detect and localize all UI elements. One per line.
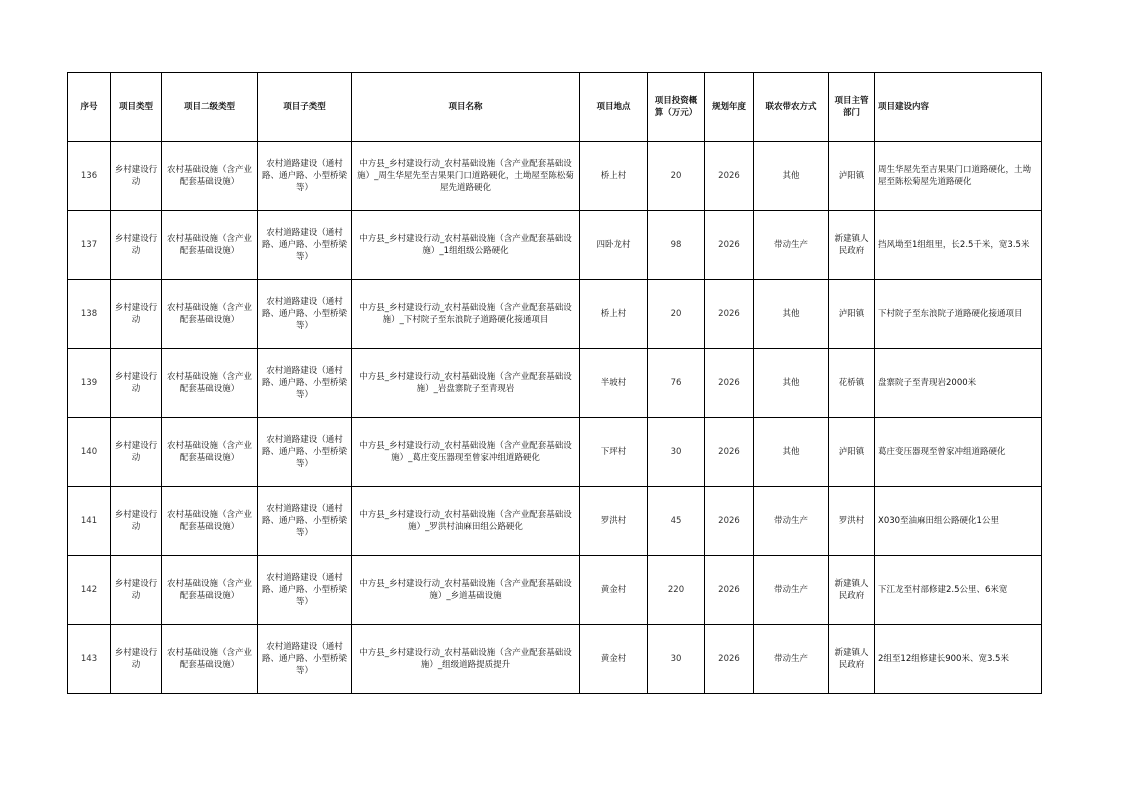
project-table [67, 72, 1042, 694]
header-seq: 序号 [68, 73, 111, 142]
cell-content: 盘寨院子至青现岩2000米 [875, 349, 1042, 418]
header-method: 联农带农方式 [754, 73, 829, 142]
cell-subtype2: 农村基础设施（含产业配套基础设施） [162, 487, 258, 556]
cell-subtype2: 农村基础设施（含产业配套基础设施） [162, 556, 258, 625]
header-location: 项目地点 [580, 73, 648, 142]
table-row [68, 418, 1042, 487]
cell-location: 四卧龙村 [580, 211, 648, 280]
cell-location: 桥上村 [580, 142, 648, 211]
cell-dept: 新建镇人民政府 [829, 211, 875, 280]
cell-budget: 30 [648, 418, 705, 487]
cell-type: 乡村建设行动 [111, 625, 162, 694]
cell-year: 2026 [705, 349, 754, 418]
cell-method: 其他 [754, 349, 829, 418]
cell-budget: 98 [648, 211, 705, 280]
cell-type: 乡村建设行动 [111, 487, 162, 556]
cell-subtype: 农村道路建设（通村路、通户路、小型桥梁等） [258, 349, 352, 418]
cell-name: 中方县_乡村建设行动_农村基础设施（含产业配套基础设施）_罗洪村油麻田组公路硬化 [352, 487, 580, 556]
cell-name: 中方县_乡村建设行动_农村基础设施（含产业配套基础设施）_岩盘寨院子至青现岩 [352, 349, 580, 418]
cell-method: 带动生产 [754, 211, 829, 280]
header-budget: 项目投资概算（万元） [648, 73, 705, 142]
cell-type: 乡村建设行动 [111, 556, 162, 625]
header-content: 项目建设内容 [875, 73, 1042, 142]
cell-seq: 139 [68, 349, 111, 418]
cell-content: 下村院子至东浪院子道路硬化接通项目 [875, 280, 1042, 349]
cell-location: 桥上村 [580, 280, 648, 349]
cell-subtype: 农村道路建设（通村路、通户路、小型桥梁等） [258, 142, 352, 211]
cell-method: 带动生产 [754, 487, 829, 556]
cell-subtype: 农村道路建设（通村路、通户路、小型桥梁等） [258, 418, 352, 487]
cell-year: 2026 [705, 418, 754, 487]
cell-type: 乡村建设行动 [111, 280, 162, 349]
cell-budget: 76 [648, 349, 705, 418]
cell-name: 中方县_乡村建设行动_农村基础设施（含产业配套基础设施）_葛庄变压器现至曾家冲组道路硬化 [352, 418, 580, 487]
cell-budget: 45 [648, 487, 705, 556]
cell-budget: 30 [648, 625, 705, 694]
cell-location: 半坡村 [580, 349, 648, 418]
cell-subtype: 农村道路建设（通村路、通户路、小型桥梁等） [258, 625, 352, 694]
cell-content: X030至油麻田组公路硬化1公里 [875, 487, 1042, 556]
cell-name: 中方县_乡村建设行动_农村基础设施（含产业配套基础设施）_乡道基础设施 [352, 556, 580, 625]
header-name: 项目名称 [352, 73, 580, 142]
cell-name: 中方县_乡村建设行动_农村基础设施（含产业配套基础设施）_组级道路提质提升 [352, 625, 580, 694]
cell-content: 挡风坳至1组组里，长2.5千米，宽3.5米 [875, 211, 1042, 280]
cell-location: 下坪村 [580, 418, 648, 487]
cell-content: 2组至12组修建长900米、宽3.5米 [875, 625, 1042, 694]
cell-location: 罗洪村 [580, 487, 648, 556]
cell-dept: 花桥镇 [829, 349, 875, 418]
cell-subtype2: 农村基础设施（含产业配套基础设施） [162, 349, 258, 418]
cell-subtype: 农村道路建设（通村路、通户路、小型桥梁等） [258, 487, 352, 556]
cell-content: 下江龙至村部修建2.5公里、6米宽 [875, 556, 1042, 625]
table-row [68, 211, 1042, 280]
cell-subtype: 农村道路建设（通村路、通户路、小型桥梁等） [258, 280, 352, 349]
table-row [68, 280, 1042, 349]
header-subtype: 项目子类型 [258, 73, 352, 142]
header-year: 规划年度 [705, 73, 754, 142]
cell-seq: 140 [68, 418, 111, 487]
cell-type: 乡村建设行动 [111, 211, 162, 280]
cell-method: 带动生产 [754, 625, 829, 694]
cell-subtype: 农村道路建设（通村路、通户路、小型桥梁等） [258, 556, 352, 625]
cell-seq: 138 [68, 280, 111, 349]
cell-dept: 泸阳镇 [829, 418, 875, 487]
cell-subtype2: 农村基础设施（含产业配套基础设施） [162, 211, 258, 280]
header-type: 项目类型 [111, 73, 162, 142]
cell-year: 2026 [705, 487, 754, 556]
cell-budget: 20 [648, 280, 705, 349]
header-subtype2: 项目二级类型 [162, 73, 258, 142]
header-dept: 项目主管部门 [829, 73, 875, 142]
table-row [68, 142, 1042, 211]
cell-budget: 220 [648, 556, 705, 625]
cell-method: 其他 [754, 142, 829, 211]
cell-year: 2026 [705, 556, 754, 625]
cell-type: 乡村建设行动 [111, 418, 162, 487]
cell-year: 2026 [705, 280, 754, 349]
cell-seq: 141 [68, 487, 111, 556]
cell-content: 周生华屋先至吉果果门口道路硬化，土坳屋至陈松菊屋先道路硬化 [875, 142, 1042, 211]
cell-subtype2: 农村基础设施（含产业配套基础设施） [162, 280, 258, 349]
cell-budget: 20 [648, 142, 705, 211]
cell-dept: 罗洪村 [829, 487, 875, 556]
cell-subtype: 农村道路建设（通村路、通户路、小型桥梁等） [258, 211, 352, 280]
table-row [68, 487, 1042, 556]
table-row [68, 349, 1042, 418]
cell-seq: 143 [68, 625, 111, 694]
cell-dept: 新建镇人民政府 [829, 556, 875, 625]
cell-dept: 泸阳镇 [829, 142, 875, 211]
cell-seq: 142 [68, 556, 111, 625]
cell-dept: 泸阳镇 [829, 280, 875, 349]
cell-year: 2026 [705, 211, 754, 280]
cell-subtype2: 农村基础设施（含产业配套基础设施） [162, 625, 258, 694]
cell-method: 其他 [754, 280, 829, 349]
cell-year: 2026 [705, 142, 754, 211]
cell-location: 黄金村 [580, 556, 648, 625]
cell-type: 乡村建设行动 [111, 349, 162, 418]
cell-seq: 136 [68, 142, 111, 211]
table-header-row [68, 73, 1042, 142]
cell-type: 乡村建设行动 [111, 142, 162, 211]
cell-content: 葛庄变压器现至曾家冲组道路硬化 [875, 418, 1042, 487]
cell-subtype2: 农村基础设施（含产业配套基础设施） [162, 142, 258, 211]
cell-name: 中方县_乡村建设行动_农村基础设施（含产业配套基础设施）_1组组级公路硬化 [352, 211, 580, 280]
cell-year: 2026 [705, 625, 754, 694]
table-row [68, 625, 1042, 694]
cell-method: 其他 [754, 418, 829, 487]
cell-subtype2: 农村基础设施（含产业配套基础设施） [162, 418, 258, 487]
table-row [68, 556, 1042, 625]
cell-seq: 137 [68, 211, 111, 280]
cell-name: 中方县_乡村建设行动_农村基础设施（含产业配套基础设施）_下村院子至东浪院子道路硬化接通项目 [352, 280, 580, 349]
cell-name: 中方县_乡村建设行动_农村基础设施（含产业配套基础设施）_周生华屋先至吉果果门口道路硬化，土坳屋至陈松菊屋先道路硬化 [352, 142, 580, 211]
cell-dept: 新建镇人民政府 [829, 625, 875, 694]
cell-method: 带动生产 [754, 556, 829, 625]
cell-location: 黄金村 [580, 625, 648, 694]
